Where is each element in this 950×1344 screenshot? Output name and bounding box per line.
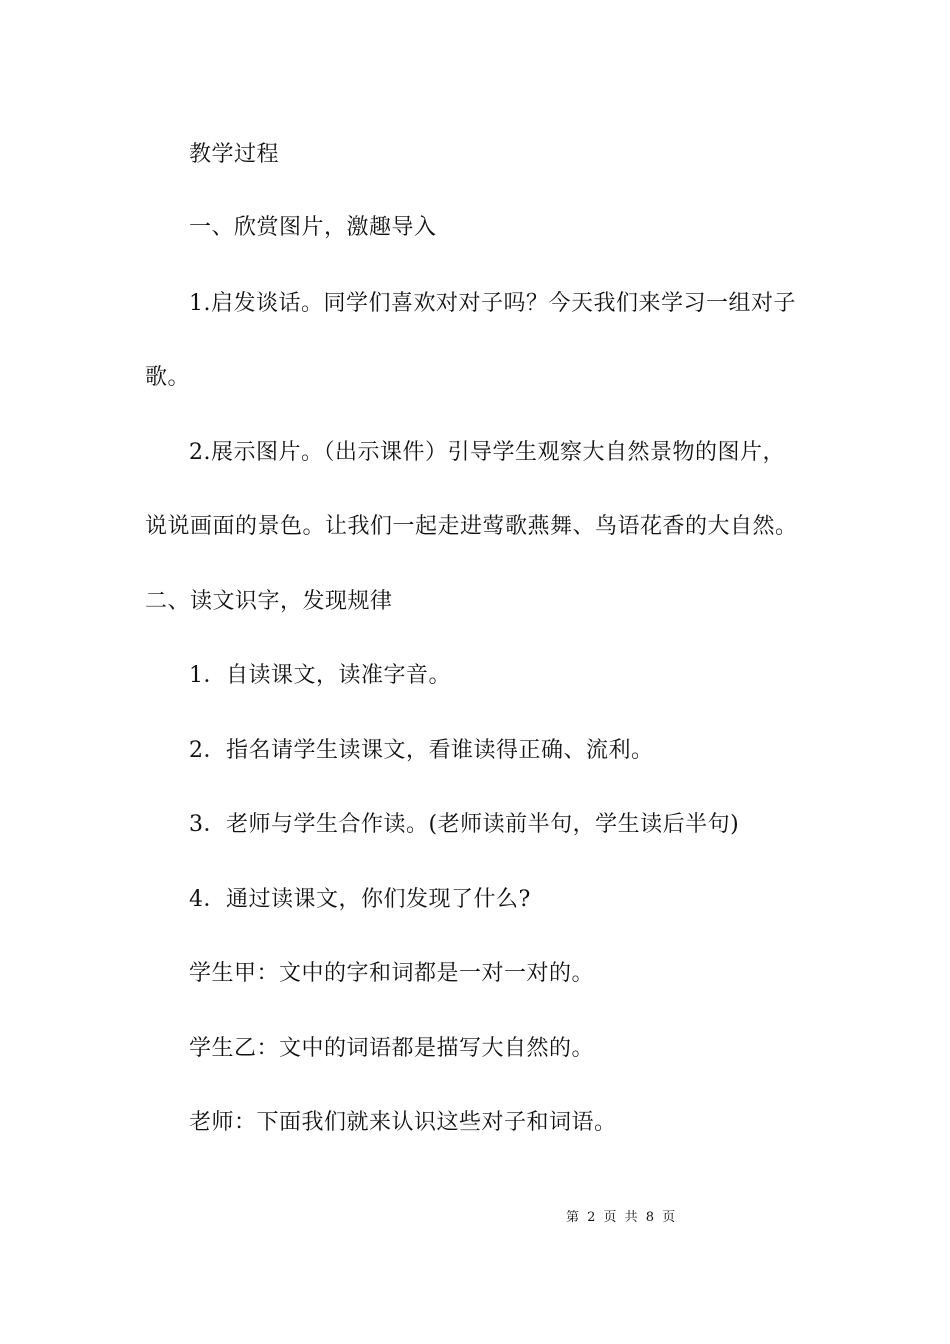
- paragraph-line: 歌。: [145, 365, 191, 390]
- section-heading-two: 二、读文识字，发现规律: [145, 589, 393, 614]
- page-number: 第 2 页 共 8 页: [566, 1210, 676, 1225]
- paragraph-line: 说说画面的景色。让我们一起走进莺歌燕舞、鸟语花香的大自然。: [145, 514, 798, 539]
- paragraph-line: 1.启发谈话。同学们喜欢对对子吗？今天我们来学习一组对子: [189, 291, 796, 316]
- paragraph-line: 学生甲：文中的字和词都是一对一对的。: [189, 961, 595, 986]
- paragraph-line: 4．通过读课文，你们发现了什么?: [189, 887, 531, 912]
- paragraph-line: 老师：下面我们就来认识这些对子和词语。: [189, 1110, 617, 1135]
- paragraph-line: 3．老师与学生合作读。(老师读前半句，学生读后半句): [189, 812, 740, 837]
- paragraph-line: 2．指名请学生读课文，看谁读得正确、流利。: [189, 738, 654, 763]
- paragraph-line: 学生乙：文中的词语都是描写大自然的。: [189, 1036, 595, 1061]
- section-heading-teaching-process: 教学过程: [189, 142, 280, 167]
- section-heading-one: 一、欣赏图片，激趣导入: [189, 215, 437, 240]
- paragraph-line: 2.展示图片。（出示课件）引导学生观察大自然景物的图片，: [189, 440, 785, 465]
- paragraph-line: 1．自读课文，读准字音。: [189, 663, 451, 688]
